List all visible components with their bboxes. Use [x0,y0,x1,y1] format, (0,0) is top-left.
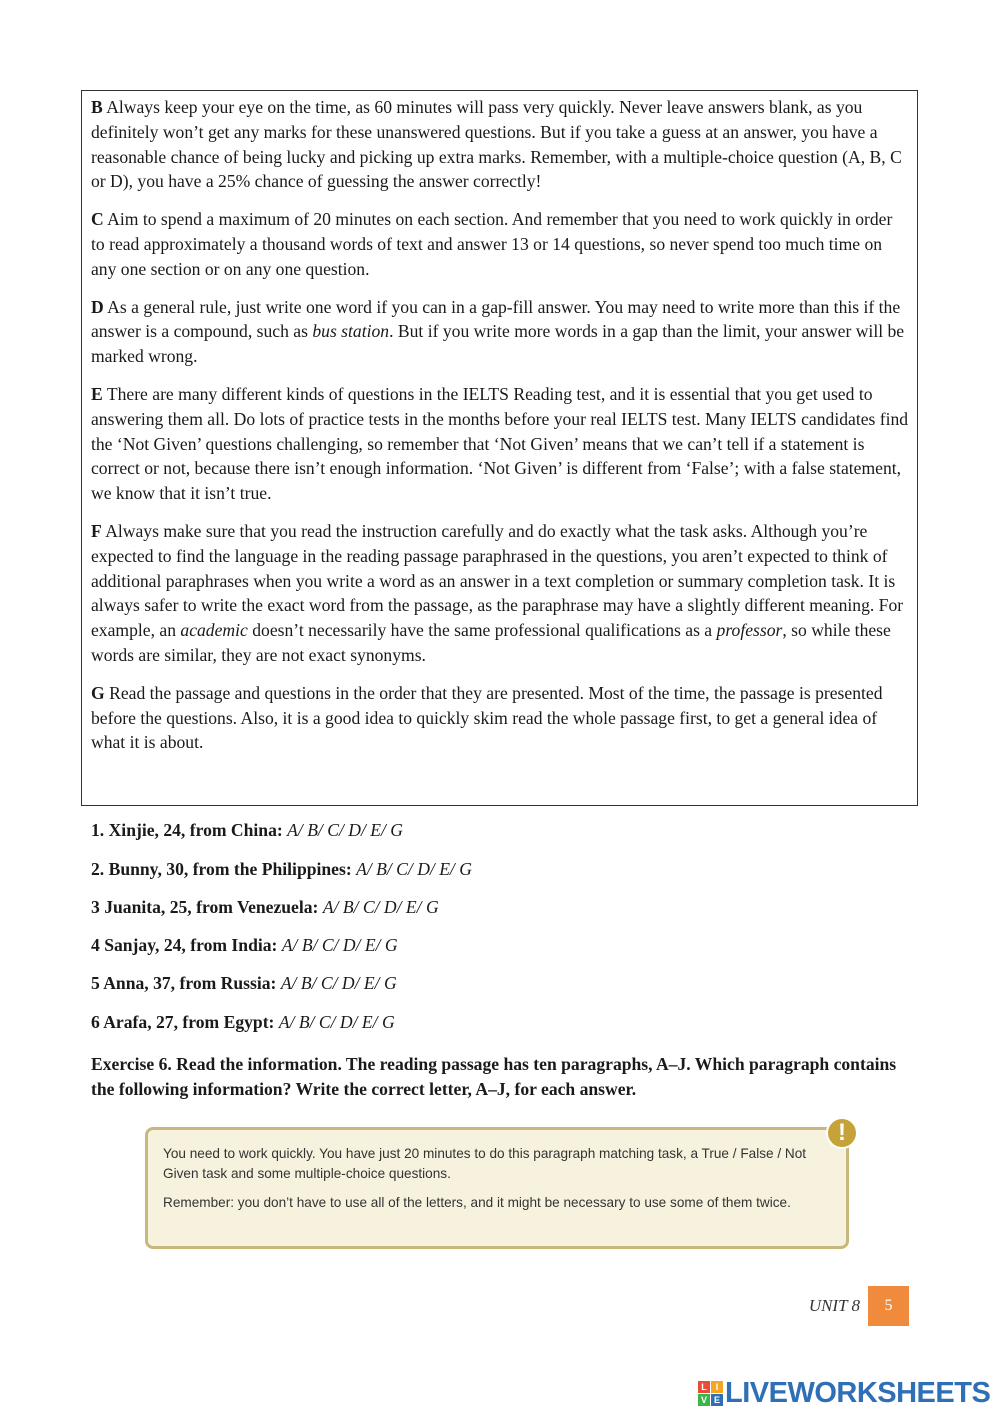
logo-grid-icon [698,1381,723,1406]
paragraph-b [91,95,909,194]
answer-options[interactable]: A/ B/ C/ D/ E/ G [278,1012,395,1032]
paragraph-text: Read the passage and questions in the order that they are presented. Most of the time, the passage is presented before the questions. Also, it is a good idea to quickly skim read the whole passage first, to get a general idea of what it is about. [91,682,883,753]
answer-options[interactable]: A/ B/ C/ D/ E/ G [287,820,403,840]
paragraph-italic: professor [716,620,783,641]
question-label: 4 Sanjay, 24, from India: [91,935,278,955]
paragraph-g [91,681,909,755]
paragraph-letter: E [91,383,103,404]
paragraph-text: Always keep your eye on the time, as 60 minutes will pass very quickly. Never leave answers blank, as you definitely won’t get any marks for these unanswered questions. But if you take a guess at an answer, you have a reasonable chance of being lucky and picking up extra marks. Remember, with a multiple-choice question (A, B, C or D), you have a 25% chance of guessing the answer correctly! [91,97,902,192]
answer-options[interactable]: A/ B/ C/ D/ E/ G [280,973,397,993]
question-2 [91,859,472,880]
logo-letter: V [698,1394,710,1406]
question-label: 3 Juanita, 25, from Venezuela: [91,897,319,917]
unit-label: UNIT 8 [808,1296,860,1315]
paragraph-italic: academic [180,620,248,641]
paragraph-c [91,207,909,281]
question-label: 5 Anna, 37, from Russia: [91,973,277,993]
question-label: 2. Bunny, 30, from the Philippines: [91,859,352,879]
paragraph-text: . But if you write more words in a gap than the limit, your answer will be marked wrong. [91,321,905,367]
question-3 [91,897,439,918]
liveworksheets-logo [698,1376,990,1410]
logo-letter: I [711,1381,723,1393]
answer-options[interactable]: A/ B/ C/ D/ E/ G [281,935,398,955]
paragraph-text: Aim to spend a maximum of 20 minutes on each section. And remember that you need to work quickly in order to read approximately a thousand words of text and answer 13 or 14 questions, so never spend too much time on any one section or on any one question. [91,209,893,279]
question-5 [91,973,397,994]
logo-letter: L [698,1381,710,1393]
paragraph-text: As a general rule, just write one word if you can in a gap-fill answer. You may need to write more than this if the answer is a compound, such as [91,296,901,342]
paragraph-e [91,382,909,506]
question-4 [91,935,398,956]
paragraph-d [91,295,909,369]
paragraph-text: Always make sure that you read the instruction carefully and do exactly what the task asks. Although you’re expected to find the language in the reading passage paraphrased in the questions, you aren’t expected to think of additional paraphrases when you write a word as an answer in a text completion or summary completion task. It is always safer to write the exact word from the passage, as the paraphrase may have a slightly different meaning. For example, an [91,520,904,641]
paragraph-letter: B [91,97,103,117]
question-label: 1. Xinjie, 24, from China: [91,820,283,840]
paragraph-letter: F [91,520,102,541]
answer-options[interactable]: A/ B/ C/ D/ E/ G [322,897,439,917]
answer-options[interactable]: A/ B/ C/ D/ E/ G [356,859,472,879]
exclamation-icon: ! [826,1117,858,1149]
paragraph-letter: G [91,682,105,703]
question-1 [91,820,403,841]
paragraph-text: , so while these words are similar, they are not exact synonyms. [91,620,891,665]
tip-text-2: Remember: you don’t have to use all of the letters, and it might be necessary to use some of them twice. [163,1195,791,1210]
paragraph-text: There are many different kinds of questions in the IELTS Reading test, and it is essential that you get used to answering them all. Do lots of practice tests in the months before your real IELTS test. Many IELTS candidates find the ‘Not Given’ questions challenging, so remember that ‘Not Given’ means that we can’t tell if a statement is correct or not, because there isn’t enough information. ‘Not Given’ is different from ‘False’; with a false statement, we know that it isn’t true. [91,383,909,504]
exercise-6-instruction: Exercise 6. Read the information. The reading passage has ten paragraphs, A–J. Which paragraph contains the following information? Write the correct letter, A–J, for each answer. [91,1054,897,1099]
paragraph-italic: bus station [312,321,390,342]
logo-letter: E [711,1394,723,1406]
paragraph-letter: D [91,296,104,317]
tip-text-1: You need to work quickly. You have just 20 minutes to do this paragraph matching task, a True / False / Not Given task and some multiple-choice questions. [163,1146,807,1181]
question-label: 6 Arafa, 27, from Egypt: [91,1012,275,1032]
tip-box [145,1127,849,1249]
page-number-badge: 5 [868,1286,909,1326]
question-6 [91,1012,395,1033]
paragraph-text: doesn’t necessarily have the same professional qualifications as a [247,620,717,641]
logo-text: LIVEWORKSHEETS [725,1376,991,1409]
reading-passage-box [81,90,918,806]
paragraph-f [91,519,909,668]
paragraph-letter: C [91,209,104,230]
